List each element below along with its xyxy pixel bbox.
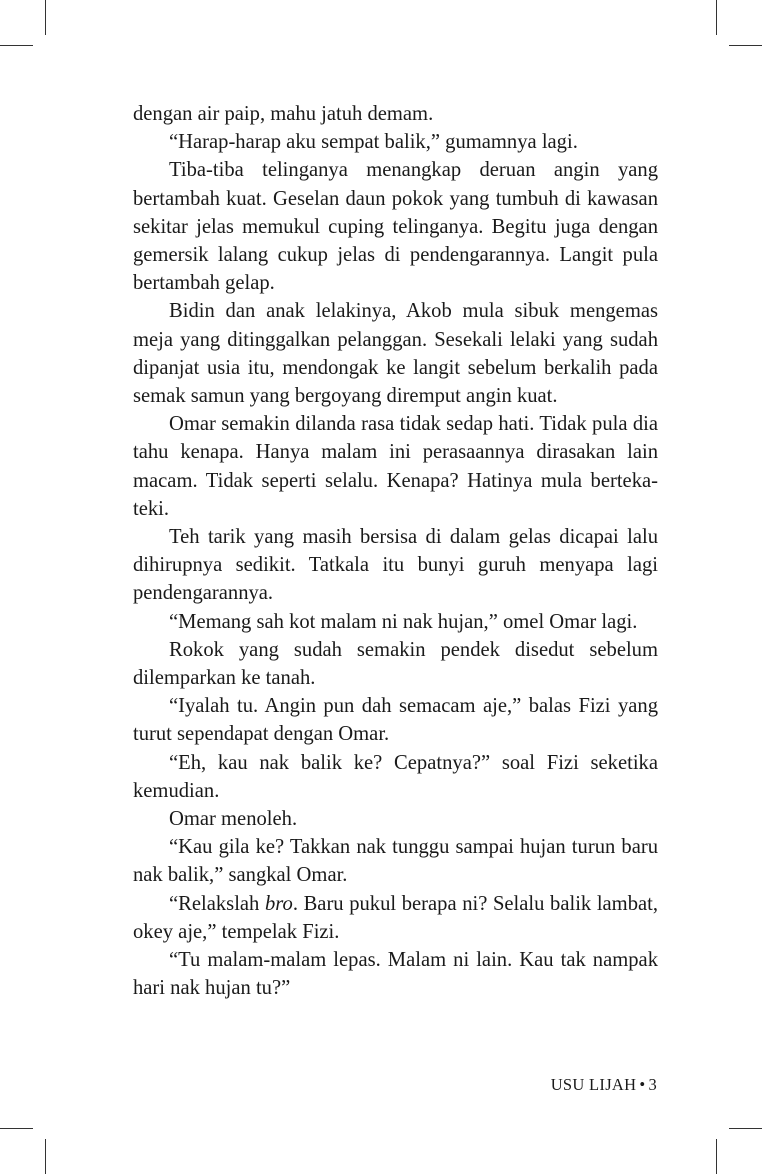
paragraph: dengan air paip, mahu jatuh demam. [133,103,434,125]
paragraph: Rokok yang sudah semakin pendek disedut sebelum dilemparkan ke tanah. [133,638,658,690]
paragraph: Omar menoleh. [169,808,298,831]
paragraph: “Iyalah tu. Angin pun dah semacam aje,” balas Fizi yang turut sependapat dengan Omar. [133,695,658,746]
paragraph: Omar semakin dilanda rasa tidak sedap hati. Tidak pula dia tahu kenapa. Hanya malam ini perasaannya dirasakan lain macam. Tidak seperti selalu. Kenapa? Hatinya mula berteka-teki. [133,413,658,520]
book-title: USU LIJAH [550,1075,637,1094]
footer-separator: • [639,1075,646,1094]
crop-mark-bottom-left-horizontal [0,1128,33,1129]
italic-word: bro [264,892,293,915]
paragraph: “Memang sah kot malam ni nak hujan,” omel Omar lagi. [169,610,638,633]
page-body-text [133,100,658,1003]
crop-mark-bottom-right-horizontal [729,1128,762,1129]
page-number: 3 [648,1075,657,1094]
crop-mark-top-left-horizontal [0,45,33,46]
paragraph: “Relakslah bro. Baru pukul berapa ni? Selalu balik lambat, okey aje,” tempelak Fizi. [133,892,659,943]
paragraph: Teh tarik yang masih bersisa di dalam gelas dicapai lalu dihirupnya sedikit. Tatkala itu bunyi guruh menyapa lagi pendengarannya. [133,526,658,605]
page-footer [551,1075,657,1095]
paragraph: “Eh, kau nak balik ke? Cepatnya?” soal Fizi seketika kemudian. [133,751,658,802]
paragraph: “Tu malam-malam lepas. Malam ni lain. Kau tak nampak hari nak hujan tu?” [133,949,658,1000]
paragraph: Tiba-tiba telinganya menangkap deruan angin yang bertambah kuat. Geselan daun pokok yang tumbuh di kawasan sekitar jelas memukul cuping telinganya. Begitu juga dengan gemersik lalang cukup jelas di pendengarannya. Langit pula bertambah gelap. [133,159,658,295]
paragraph: Bidin dan anak lelakinya, Akob mula sibuk mengemas meja yang ditinggalkan pelanggan. Sesekali lelaki yang sudah dipanjat usia itu, mendongak ke langit sebelum berkalih pada semak samun yang bergoyang diremput angin kuat. [133,300,658,408]
crop-mark-top-left-vertical [45,0,46,35]
paragraph: “Kau gila ke? Takkan nak tunggu sampai hujan turun baru nak balik,” sangkal Omar. [133,836,658,887]
crop-mark-top-right-vertical [716,0,717,35]
crop-mark-top-right-horizontal [729,45,762,46]
crop-mark-bottom-left-vertical [45,1139,46,1174]
crop-mark-bottom-right-vertical [716,1139,717,1174]
paragraph: “Harap-harap aku sempat balik,” gumamnya lagi. [169,131,578,154]
